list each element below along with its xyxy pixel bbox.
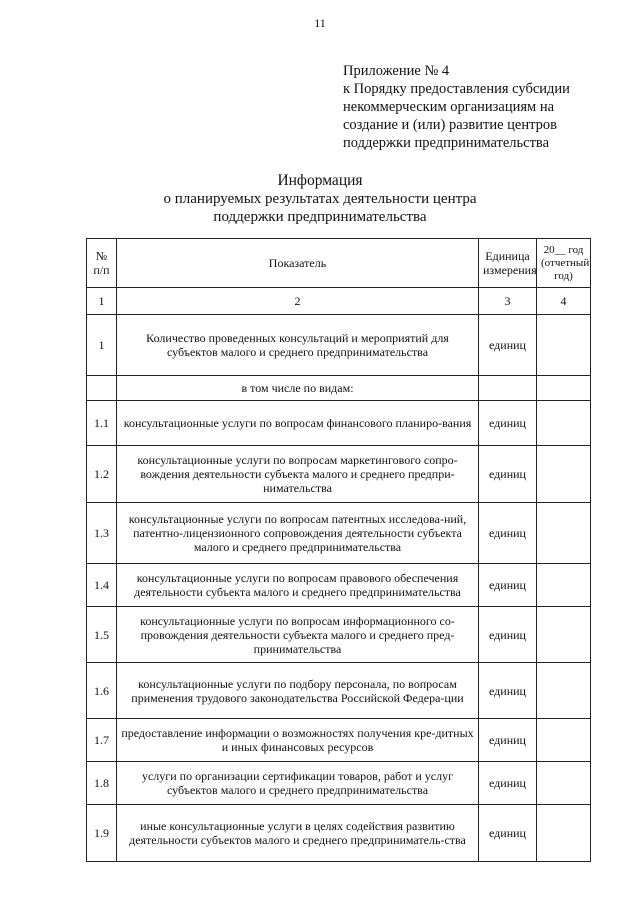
header-year: 20__ год (отчетный год) (537, 239, 591, 288)
appendix-line: к Порядку предоставления субсидии (343, 81, 570, 97)
row-indicator: консультационные услуги по вопросам финансового планиро-вания (117, 401, 479, 446)
row-unit: единиц (479, 762, 537, 805)
row-number (87, 376, 117, 401)
table-row (87, 376, 591, 401)
table-row (87, 446, 591, 503)
table-row (87, 663, 591, 719)
row-unit: единиц (479, 805, 537, 862)
row-unit: единиц (479, 315, 537, 376)
column-number: 3 (479, 288, 537, 315)
header-num: № п/п (87, 239, 117, 288)
row-value (537, 401, 591, 446)
row-value (537, 607, 591, 663)
row-number: 1.3 (87, 503, 117, 564)
column-number: 1 (87, 288, 117, 315)
row-value (537, 805, 591, 862)
title-line: Информация (277, 172, 363, 189)
row-indicator: в том числе по видам: (117, 376, 479, 401)
row-indicator: иные консультационные услуги в целях содействия развитию деятельности субъектов малого и среднего предприниматель-ства (117, 805, 479, 862)
row-value (537, 762, 591, 805)
row-value (537, 663, 591, 719)
page-number: 11 (314, 16, 326, 30)
table-row (87, 805, 591, 862)
row-unit: единиц (479, 401, 537, 446)
row-unit: единиц (479, 719, 537, 762)
row-value (537, 719, 591, 762)
appendix-line: Приложение № 4 (343, 63, 450, 79)
row-indicator: консультационные услуги по вопросам информационного со-провождения деятельности субъекта малого и среднего пред-принимательства (117, 607, 479, 663)
row-value (537, 315, 591, 376)
table-row (87, 607, 591, 663)
row-indicator: услуги по организации сертификации товаров, работ и услуг субъектов малого и среднего предпринимательства (117, 762, 479, 805)
row-indicator: консультационные услуги по вопросам правового обеспечения деятельности субъекта малого и среднего предпринимательства (117, 564, 479, 607)
row-number: 1.7 (87, 719, 117, 762)
row-indicator: консультационные услуги по вопросам патентных исследова-ний, патентно-лицензионного сопровождения деятельности субъекта малого и среднего предпринимательства (117, 503, 479, 564)
table-row (87, 315, 591, 376)
row-indicator: Количество проведенных консультаций и мероприятий для субъектов малого и среднего предпринимательства (117, 315, 479, 376)
table-row (87, 719, 591, 762)
row-number: 1.8 (87, 762, 117, 805)
row-value (537, 564, 591, 607)
row-number: 1.6 (87, 663, 117, 719)
title-line: поддержки предпринимательства (213, 209, 427, 225)
column-number-row (87, 288, 591, 315)
appendix-line: некоммерческим организациям на (343, 99, 555, 115)
row-indicator: консультационные услуги по вопросам маркетингового сопро-вождения деятельности субъекта малого и среднего предпри-нимательства (117, 446, 479, 503)
row-indicator: консультационные услуги по подбору персонала, по вопросам применения трудового законодательства Российской Федера-ции (117, 663, 479, 719)
row-unit (479, 376, 537, 401)
row-number: 1.9 (87, 805, 117, 862)
header-unit: Единица измерения (479, 239, 537, 288)
row-unit: единиц (479, 446, 537, 503)
title-line: о планируемых результатах деятельности центра (163, 191, 477, 207)
table-header-row (87, 239, 591, 288)
row-value (537, 446, 591, 503)
row-value (537, 376, 591, 401)
row-unit: единиц (479, 607, 537, 663)
table-row (87, 503, 591, 564)
row-indicator: предоставление информации о возможностях получения кре-дитных и иных финансовых ресурсов (117, 719, 479, 762)
row-number: 1.5 (87, 607, 117, 663)
row-unit: единиц (479, 663, 537, 719)
row-number: 1 (87, 315, 117, 376)
column-number: 4 (537, 288, 591, 315)
results-table (86, 238, 591, 862)
appendix-line: создание и (или) развитие центров (343, 117, 557, 133)
row-number: 1.2 (87, 446, 117, 503)
header-indicator: Показатель (117, 239, 479, 288)
column-number: 2 (117, 288, 479, 315)
table-row (87, 762, 591, 805)
row-value (537, 503, 591, 564)
row-unit: единиц (479, 503, 537, 564)
table-row (87, 564, 591, 607)
document-title (0, 172, 640, 226)
appendix-block (343, 62, 570, 152)
row-number: 1.4 (87, 564, 117, 607)
table-row (87, 401, 591, 446)
appendix-line: поддержки предпринимательства (343, 135, 550, 151)
row-unit: единиц (479, 564, 537, 607)
row-number: 1.1 (87, 401, 117, 446)
